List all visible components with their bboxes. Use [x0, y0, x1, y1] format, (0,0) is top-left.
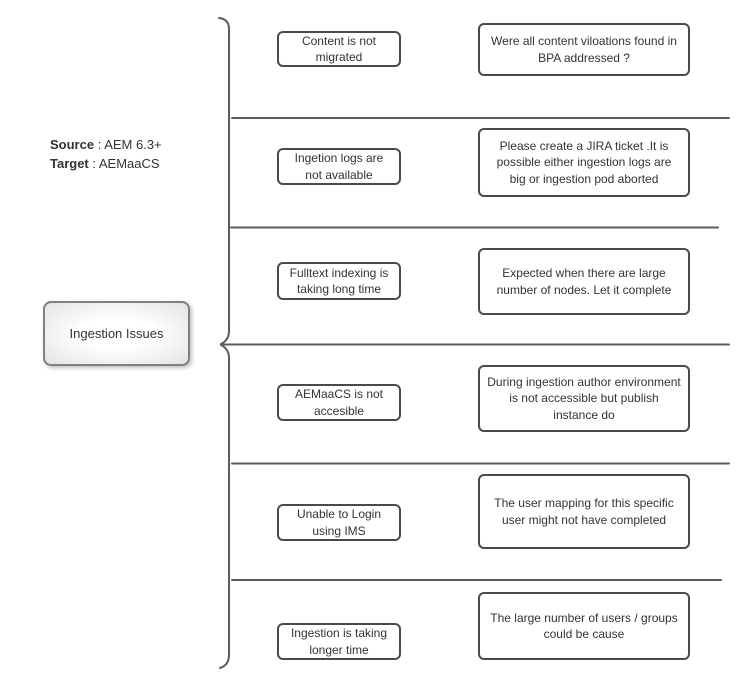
bracket-top [219, 18, 229, 344]
problem-node-ingestion-logs-unavailable [277, 148, 401, 185]
answer-node-fulltext-indexing-slow [478, 248, 690, 315]
source-label: Source [50, 137, 95, 152]
root-node-label: Ingestion Issues [69, 326, 164, 341]
problem-node-aemaacs-not-accessible [277, 384, 401, 421]
problem-node-label: Unable to Login using IMS [296, 507, 382, 538]
problem-node-fulltext-indexing-slow [277, 262, 401, 300]
answer-node-unable-to-login-ims [478, 474, 690, 549]
problem-node-label: Ingestion is taking longer time [290, 626, 388, 657]
answer-node-label: The large number of users / groups could be cause [490, 610, 678, 641]
root-node-ingestion-issues [43, 301, 190, 366]
answer-node-aemaacs-not-accessible [478, 365, 690, 432]
problem-node-label: Ingetion logs are not available [294, 151, 384, 182]
source-line [50, 136, 162, 155]
answer-node-ingestion-taking-longer [478, 592, 690, 660]
source-target-note [50, 136, 162, 174]
target-line [50, 155, 162, 174]
problem-node-content-not-migrated [277, 31, 401, 67]
bracket-bottom [220, 345, 229, 668]
answer-node-content-not-migrated [478, 23, 690, 76]
answer-node-label: Were all content viloations found in BPA addressed ? [491, 34, 677, 65]
problem-node-label: Fulltext indexing is taking long time [289, 265, 389, 296]
problem-node-ingestion-taking-longer [277, 623, 401, 660]
problem-node-label: AEMaaCS is not accesible [294, 387, 384, 418]
answer-node-label: Please create a JIRA ticket .It is possible either ingestion logs are big or ingestion pod aborted [496, 139, 672, 186]
answer-node-label: Expected when there are large number of nodes. Let it complete [496, 266, 672, 297]
target-value: : AEMaaCS [88, 155, 160, 171]
problem-node-unable-to-login-ims [277, 504, 401, 541]
problem-node-label: Content is not migrated [301, 33, 377, 64]
answer-node-label: The user mapping for this specific user might not have completed [494, 496, 674, 527]
answer-node-ingestion-logs-unavailable [478, 128, 690, 197]
source-value: : AEM 6.3+ [94, 137, 162, 152]
target-label: Target [50, 155, 89, 171]
answer-node-label: During ingestion author environment is not accessible but publish instance do [487, 375, 681, 422]
